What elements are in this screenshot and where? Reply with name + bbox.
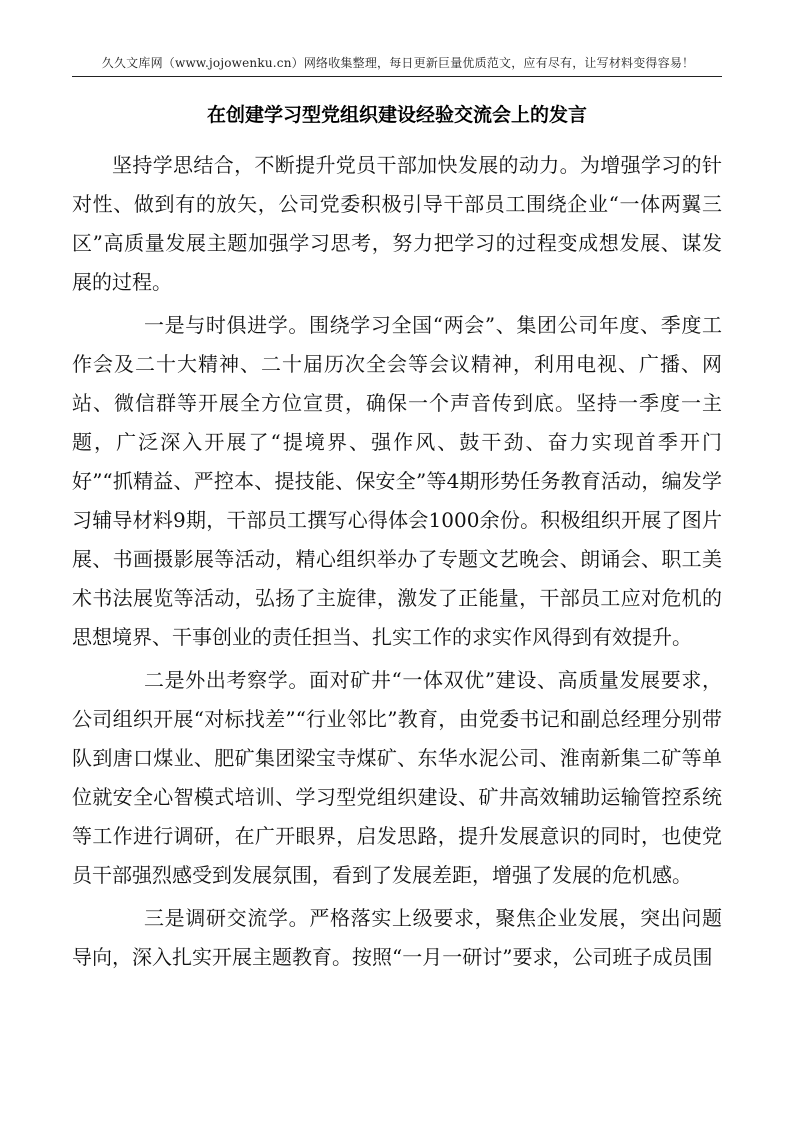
- document-title: 在创建学习型党组织建设经验交流会上的发言: [206, 104, 587, 126]
- paragraph-point-one: 一是与时俱进学。围绕学习全国“两会”、集团公司年度、季度工作会及二十大精神、二十届历次全会等会议精神，利用电视、广播、网站、微信群等开展全方位宣贯，确保一个声音传到底。坚持一季度一主题，广泛深入开展了“提境界、强作风、鼓干劲、奋力实现首季开门好”“抓精益、严控本、提技能、保安全”等4期形势任务教育活动，编发学习辅导材料9期，干部员工撰写心得体会1000余份。积极组织开展了图片展、书画摄影展等活动，精心组织举办了专题文艺晚会、朗诵会、职工美术书法展览等活动，弘扬了主旋律，激发了正能量，干部员工应对危机的思想境界、干事创业的责任担当、扎实工作的求实作风得到有效提升。: [72, 313, 722, 649]
- page-header: 久久文库网（www.jojowenku.cn）网络收集整理，每日更新巨量优质范文，应有尽有，让写材料变得容易！: [101, 56, 695, 70]
- paragraph-point-two: 二是外出考察学。面对矿井“一体双优”建设、高质量发展要求，公司组织开展“对标找差”“行业邻比”教育，由党委书记和副总经理分别带队到唐口煤业、肥矿集团梁宝寺煤矿、东华水泥公司、淮南新集二矿等单位就安全心智模式培训、学习型党组织建设、矿井高效辅助运输管控系统等工作进行调研，在广开眼界，启发思路，提升发展意识的同时，也使党员干部强烈感受到发展氛围，看到了发展差距，增强了发展的危机感。: [72, 668, 722, 887]
- header-divider: [72, 76, 722, 77]
- paragraph-intro: 坚持学思结合，不断提升党员干部加快发展的动力。为增强学习的针对性、做到有的放矢，公司党委积极引导干部员工围绕企业“一体两翼三区”高质量发展主题加强学习思考，努力把学习的过程变成想发展、谋发展的过程。: [72, 153, 722, 294]
- document-body: [72, 146, 722, 977]
- paragraph-point-three: 三是调研交流学。严格落实上级要求，聚焦企业发展，突出问题导向，深入扎实开展主题教育。按照“一月一研讨”要求，公司班子成员围: [72, 906, 722, 969]
